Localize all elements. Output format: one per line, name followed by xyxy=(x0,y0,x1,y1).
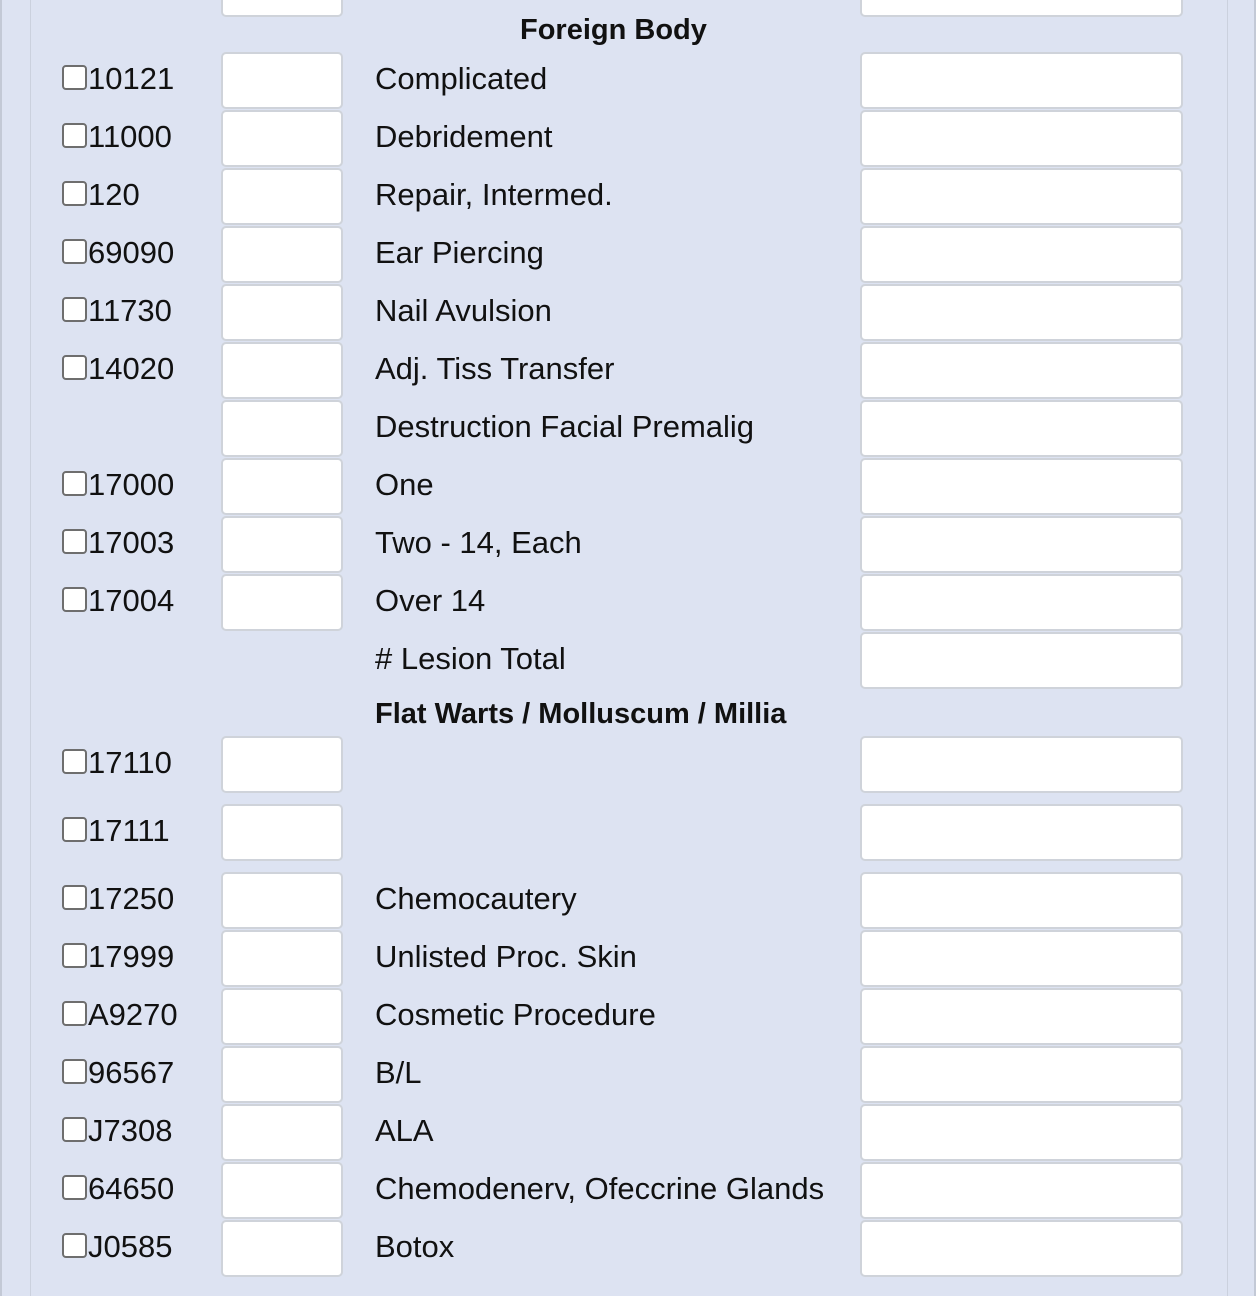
note-input-partial[interactable] xyxy=(860,0,1183,17)
note-input[interactable] xyxy=(860,872,1183,929)
note-input[interactable] xyxy=(860,1104,1183,1161)
note-input[interactable] xyxy=(860,1046,1183,1103)
row-label: Two - 14, Each xyxy=(375,525,582,560)
row-checkbox-17111[interactable] xyxy=(62,817,87,842)
row-code: J7308 xyxy=(88,1113,173,1148)
quantity-input-partial[interactable] xyxy=(221,0,343,17)
row-code: 17999 xyxy=(88,939,175,974)
row-code: 17004 xyxy=(88,583,175,618)
quantity-input[interactable] xyxy=(221,110,343,167)
row-code: 120 xyxy=(88,177,140,212)
row-checkbox-17003[interactable] xyxy=(62,529,87,554)
row-checkbox-69090[interactable] xyxy=(62,239,87,264)
row-code: J0585 xyxy=(88,1229,173,1264)
row-code: 69090 xyxy=(88,235,175,270)
row-label: ALA xyxy=(375,1113,434,1148)
quantity-input[interactable] xyxy=(221,52,343,109)
row-checkbox-64650[interactable] xyxy=(62,1175,87,1200)
note-input[interactable] xyxy=(860,284,1183,341)
row-label: Debridement xyxy=(375,119,553,154)
note-input[interactable] xyxy=(860,342,1183,399)
note-input[interactable] xyxy=(860,1162,1183,1219)
note-input[interactable] xyxy=(860,574,1183,631)
row-code: 17250 xyxy=(88,881,175,916)
row-code: 64650 xyxy=(88,1171,175,1206)
row-label: One xyxy=(375,467,434,502)
row-label: Ear Piercing xyxy=(375,235,544,270)
note-input[interactable] xyxy=(860,516,1183,573)
row-label: Nail Avulsion xyxy=(375,293,552,328)
quantity-input[interactable] xyxy=(221,400,343,457)
row-code: 14020 xyxy=(88,351,175,386)
row-label: Unlisted Proc. Skin xyxy=(375,939,637,974)
row-checkbox-11730[interactable] xyxy=(62,297,87,322)
row-label: Complicated xyxy=(375,61,548,96)
row-checkbox-17000[interactable] xyxy=(62,471,87,496)
row-label: B/L xyxy=(375,1055,422,1090)
quantity-input[interactable] xyxy=(221,168,343,225)
row-code: 11730 xyxy=(88,293,172,328)
row-code: 17110 xyxy=(88,745,172,780)
note-input[interactable] xyxy=(860,168,1183,225)
row-label: Chemodenerv, Ofeccrine Glands xyxy=(375,1171,825,1206)
row-code: A9270 xyxy=(88,997,178,1032)
row-checkbox-17250[interactable] xyxy=(62,885,87,910)
row-checkbox-14020[interactable] xyxy=(62,355,87,380)
quantity-input[interactable] xyxy=(221,804,343,861)
section-heading-foreign-body: Foreign Body xyxy=(520,14,707,46)
note-input[interactable] xyxy=(860,804,1183,861)
row-code: 17000 xyxy=(88,467,175,502)
quantity-input[interactable] xyxy=(221,930,343,987)
lesion-total-input[interactable] xyxy=(860,632,1183,689)
row-checkbox-17110[interactable] xyxy=(62,749,87,774)
row-checkbox-120[interactable] xyxy=(62,181,87,206)
quantity-input[interactable] xyxy=(221,1162,343,1219)
quantity-input[interactable] xyxy=(221,458,343,515)
section-heading-flat-warts: Flat Warts / Molluscum / Millia xyxy=(375,698,787,730)
quantity-input[interactable] xyxy=(221,342,343,399)
quantity-input[interactable] xyxy=(221,872,343,929)
note-input[interactable] xyxy=(860,458,1183,515)
note-input[interactable] xyxy=(860,736,1183,793)
row-checkbox-17999[interactable] xyxy=(62,943,87,968)
quantity-input[interactable] xyxy=(221,1220,343,1277)
quantity-input[interactable] xyxy=(221,516,343,573)
quantity-input[interactable] xyxy=(221,988,343,1045)
lesion-total-label: # Lesion Total xyxy=(375,641,566,676)
row-checkbox-17004[interactable] xyxy=(62,587,87,612)
quantity-input[interactable] xyxy=(221,574,343,631)
note-input[interactable] xyxy=(860,52,1183,109)
row-checkbox-J7308[interactable] xyxy=(62,1117,87,1142)
row-label: Chemocautery xyxy=(375,881,577,916)
row-label: Repair, Intermed. xyxy=(375,177,613,212)
quantity-input[interactable] xyxy=(221,284,343,341)
row-code: 17003 xyxy=(88,525,175,560)
quantity-input[interactable] xyxy=(221,736,343,793)
row-code: 17111 xyxy=(88,813,170,848)
quantity-input[interactable] xyxy=(221,1104,343,1161)
row-checkbox-11000[interactable] xyxy=(62,123,87,148)
row-code: 10121 xyxy=(88,61,175,96)
row-checkbox-A9270[interactable] xyxy=(62,1001,87,1026)
quantity-input[interactable] xyxy=(221,226,343,283)
row-label: Cosmetic Procedure xyxy=(375,997,656,1032)
row-checkbox-10121[interactable] xyxy=(62,65,87,90)
row-label: Destruction Facial Premalig xyxy=(375,409,755,444)
note-input[interactable] xyxy=(860,400,1183,457)
note-input[interactable] xyxy=(860,988,1183,1045)
row-label: Adj. Tiss Transfer xyxy=(375,351,615,386)
quantity-input[interactable] xyxy=(221,1046,343,1103)
row-label: Botox xyxy=(375,1229,455,1264)
note-input[interactable] xyxy=(860,110,1183,167)
row-label: Over 14 xyxy=(375,583,486,618)
note-input[interactable] xyxy=(860,226,1183,283)
note-input[interactable] xyxy=(860,930,1183,987)
row-code: 96567 xyxy=(88,1055,175,1090)
note-input[interactable] xyxy=(860,1220,1183,1277)
row-checkbox-96567[interactable] xyxy=(62,1059,87,1084)
row-checkbox-J0585[interactable] xyxy=(62,1233,87,1258)
row-code: 11000 xyxy=(88,119,172,154)
